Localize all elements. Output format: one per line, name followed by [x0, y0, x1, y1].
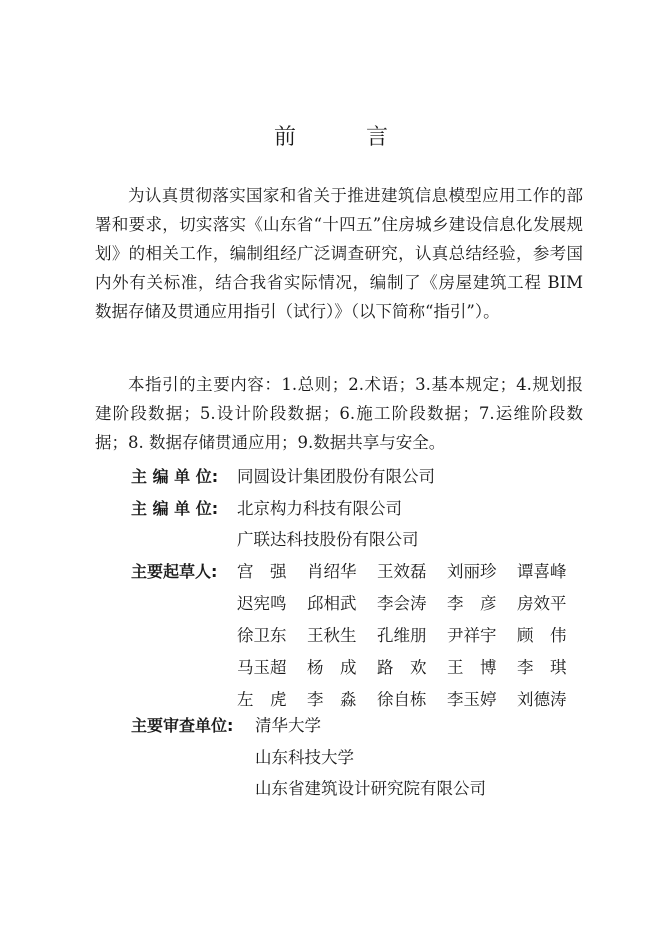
drafter-name: 左 虎 [237, 690, 287, 709]
co-editor-label: 主 编 单 位: [131, 499, 219, 518]
drafter-name: 杨 成 [307, 658, 357, 677]
chief-editor-label: 主 编 单 位: [131, 467, 219, 486]
co-editor-unit-1: 北京构力科技有限公司 [237, 499, 402, 518]
drafter-name: 徐自栋 [377, 690, 427, 709]
drafter-name: 李 琪 [517, 658, 567, 677]
drafters-name-grid [237, 556, 587, 716]
drafter-name: 刘丽珍 [447, 562, 497, 581]
drafters-name-row [237, 620, 587, 652]
drafter-name: 邱相武 [307, 594, 357, 613]
drafter-name: 王效磊 [377, 562, 427, 581]
reviewer-unit-2: 山东科技大学 [255, 748, 354, 767]
drafter-name: 徐卫东 [237, 626, 287, 645]
chief-editor-unit: 同圆设计集团股份有限公司 [237, 467, 435, 486]
drafter-name: 房效平 [517, 594, 567, 613]
drafter-name: 孔维朋 [377, 626, 427, 645]
drafter-name: 李会涛 [377, 594, 427, 613]
drafters-name-row [237, 652, 587, 684]
drafter-name: 李玉婷 [447, 690, 497, 709]
drafter-name: 顾 伟 [517, 626, 567, 645]
drafter-name: 王秋生 [307, 626, 357, 645]
drafter-name: 路 欢 [377, 658, 427, 677]
drafter-name: 谭喜峰 [517, 562, 567, 581]
drafter-name: 宫 强 [237, 562, 287, 581]
reviewer-unit-3: 山东省建筑设计研究院有限公司 [255, 779, 486, 798]
drafter-name: 李 彦 [447, 594, 497, 613]
drafter-name: 肖绍华 [307, 562, 357, 581]
drafter-name: 迟宪鸣 [237, 594, 287, 613]
drafter-name: 李 淼 [307, 690, 357, 709]
drafters-label: 主要起草人: [131, 562, 218, 581]
co-editor-unit-2: 广联达科技股份有限公司 [237, 530, 419, 549]
drafters-name-row [237, 588, 587, 620]
drafter-name: 马玉超 [237, 658, 287, 677]
drafter-name: 尹祥宇 [447, 626, 497, 645]
drafter-name: 王 博 [447, 658, 497, 677]
preface-paragraph-1: 为认真贯彻落实国家和省关于推进建筑信息模型应用工作的部署和要求，切实落实《山东省“十四五”住房城乡建设信息化发展规划》的相关工作，编制组经广泛调查研究，认真总结经验，参考国内外有关标准，结合我省实际情况，编制了《房屋建筑工程 BIM 数据存储及贯通应用指引（试行）》（以下简称“指引”）。 [95, 186, 583, 321]
reviewers-label: 主要审查单位: [131, 716, 234, 735]
page-title: 前 言 [273, 125, 412, 150]
preface-paragraph-2: 本指引的主要内容：1.总则；2.术语；3.基本规定；4.规划报建阶段数据；5.设计阶段数据；6.施工阶段数据；7.运维阶段数据；8. 数据存储贯通应用；9.数据共享与安全。 [95, 375, 583, 452]
reviewer-unit-1: 清华大学 [255, 716, 321, 735]
drafters-name-row [237, 556, 587, 588]
drafter-name: 刘德涛 [517, 690, 567, 709]
